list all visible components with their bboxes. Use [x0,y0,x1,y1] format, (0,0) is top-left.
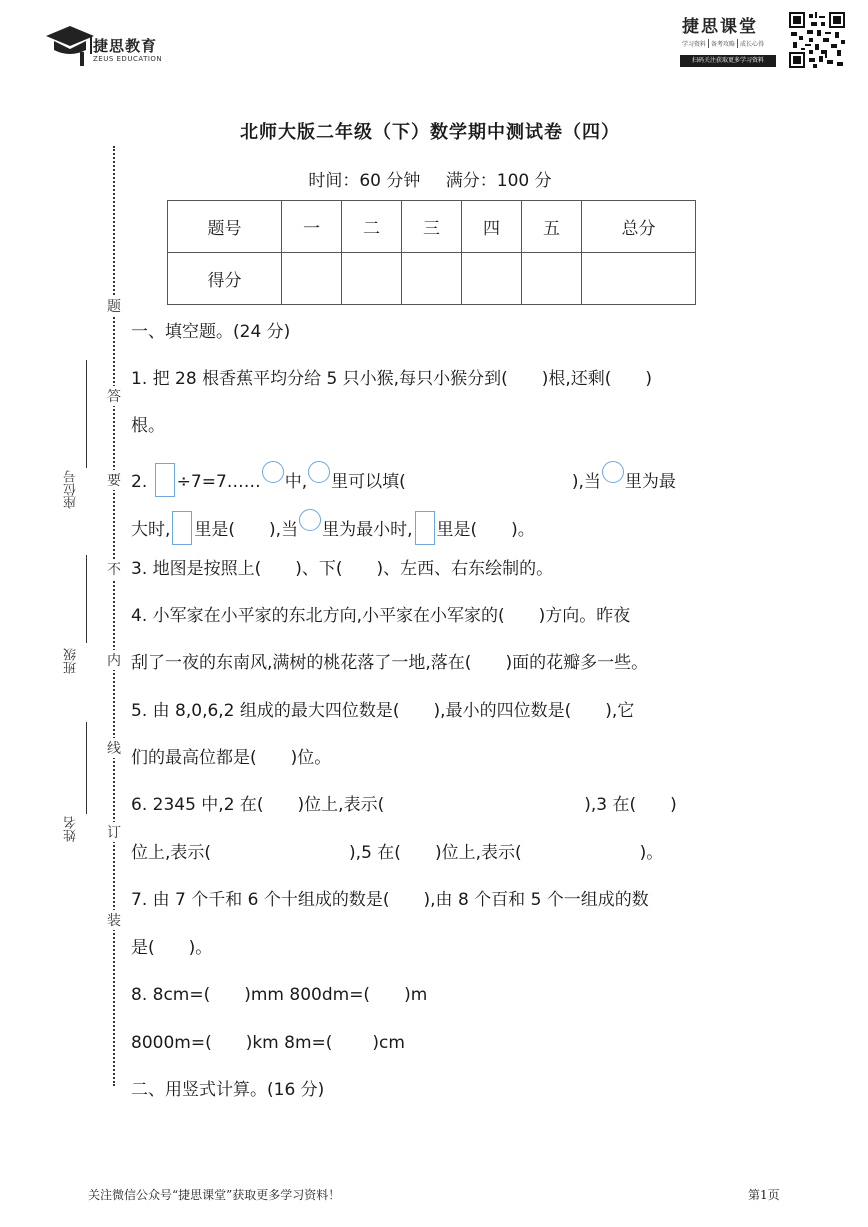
circle-blank-icon [602,461,624,483]
question-8: 8. 8cm=( )mm 800dm=( )m [131,985,428,1005]
seat-number-label: 座位号 [64,470,79,509]
qr-code-icon [789,12,845,68]
score-table-cell: 总分 [582,201,696,253]
question-3: 3. 地图是按照上( )、下( )、左西、右东绘制的。 [131,559,554,579]
score-table-score-row [168,253,696,305]
circle-blank-icon [299,509,321,531]
circle-blank-icon [308,461,330,483]
brand-title: 捷思课堂 [682,17,758,37]
exam-title: 北师大版二年级（下）数学期中测试卷（四） [240,122,620,143]
score-table-cell: 得分 [168,253,282,305]
binding-char: 答 [104,386,124,406]
question-6-cont: 位上,表示( ),5 在( )位上,表示( )。 [131,843,664,863]
score-table-header-row [168,201,696,253]
binding-char: 要 [104,470,124,490]
binding-char: 内 [104,650,124,670]
brand-tags [680,39,766,48]
score-input-cell[interactable] [342,253,402,305]
score-table-cell: 五 [522,201,582,253]
brand-tag: 成长心得 [740,41,765,48]
binding-char: 订 [104,822,124,842]
class-line [86,555,87,643]
question-7: 7. 由 7 个千和 6 个十组成的数是( ),由 8 个百和 5 个一组成的数 [131,890,649,910]
footer-note: 关注微信公众号“捷思课堂”获取更多学习资料！ [88,1188,341,1202]
question-2-cont: 大时, 里是( ),当 里为最小时, 里是( )。 [131,509,535,545]
score-table-cell: 三 [402,201,462,253]
logo-name: 捷思教育 [93,37,158,55]
logo-subtitle: ZEUS EDUCATION [93,55,163,63]
binding-dotted-line [113,146,115,1086]
score-input-cell[interactable] [522,253,582,305]
score-input-cell[interactable] [282,253,342,305]
question-5: 5. 由 8,0,6,2 组成的最大四位数是( ),最小的四位数是( ),它 [131,701,635,721]
brand-tag: 备考攻略 [709,39,738,48]
box-blank-icon [415,511,435,545]
binding-char: 题 [104,296,124,316]
exam-time: 时间：60 分钟 [308,171,421,191]
name-line [86,722,87,814]
score-table-cell: 一 [282,201,342,253]
question-8-cont: 8000m=( )km 8m=( )cm [131,1033,405,1053]
name-label: 姓名 [64,816,79,842]
score-table-cell: 二 [342,201,402,253]
brand-bar: 扫码关注获取更多学习资料 [680,55,776,67]
question-1: 1. 把 28 根香蕉平均分给 5 只小猴,每只小猴分到( )根,还剩( ) [131,369,653,389]
question-6: 6. 2345 中,2 在( )位上,表示( ),3 在( ) [131,795,677,815]
question-2: 2. ÷7=7…… 中, 里可以填( ),当 里为最 [131,461,676,497]
question-4-cont: 刮了一夜的东南风,满树的桃花落了一地,落在( )面的花瓣多一些。 [131,653,649,673]
score-input-cell[interactable] [582,253,696,305]
brand-tag: 学习资料 [680,39,709,48]
page-number: 第1页 [748,1188,780,1202]
question-1-cont: 根。 [131,416,165,436]
circle-blank-icon [262,461,284,483]
binding-char: 不 [104,559,124,579]
question-7-cont: 是( )。 [131,938,213,958]
section-2-title: 二、用竖式计算。(16 分) [131,1080,325,1100]
score-input-cell[interactable] [462,253,522,305]
score-table-cell: 题号 [168,201,282,253]
exam-subtitle [130,166,730,191]
box-blank-icon [155,463,175,497]
question-4: 4. 小军家在小平家的东北方向,小平家在小军家的( )方向。昨夜 [131,606,631,626]
binding-char: 装 [104,910,124,930]
score-table [167,200,696,305]
box-blank-icon [172,511,192,545]
binding-char: 线 [104,738,124,758]
section-1-title: 一、填空题。(24 分) [131,322,291,342]
question-5-cont: 们的最高位都是( )位。 [131,748,332,768]
seat-number-line [86,360,87,468]
exam-full-score: 满分：100 分 [445,171,552,191]
score-input-cell[interactable] [402,253,462,305]
class-label: 班级 [64,648,79,674]
score-table-cell: 四 [462,201,522,253]
